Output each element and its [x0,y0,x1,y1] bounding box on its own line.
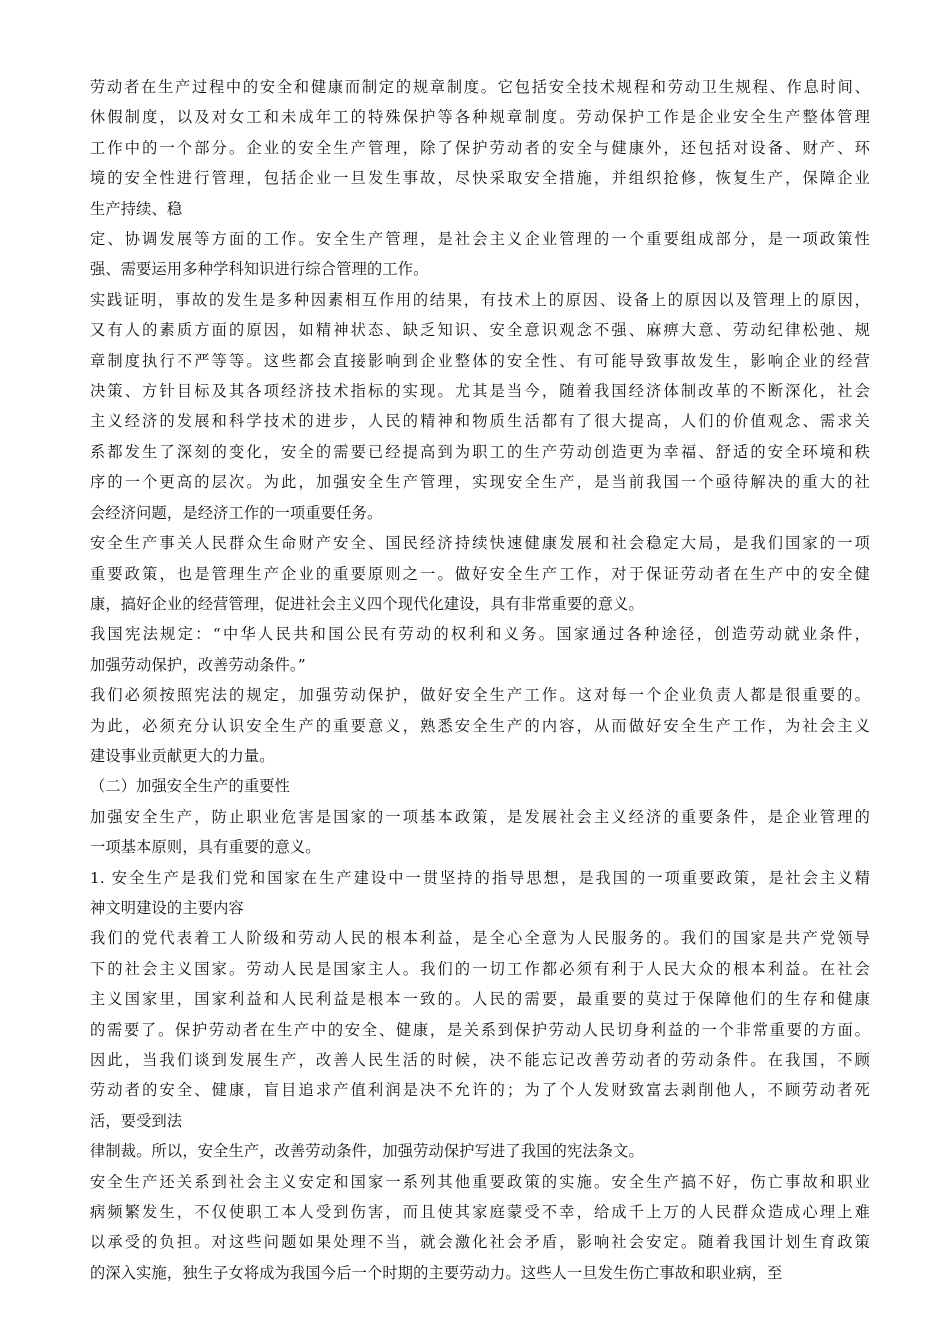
text-line: 律制裁。所以，安全生产，改善劳动条件，加强劳动保护写进了我国的宪法条文。 [90,1142,644,1161]
text-line: 为此，必须充分认识安全生产的重要意义，熟悉安全生产的内容，从而做好安全生产工作，为社会主义 [90,716,870,735]
text-line: 一项基本原则，具有重要的意义。 [90,838,321,857]
text-line: 神文明建设的主要内容 [90,898,244,917]
text-line: 以承受的负担。对这些问题如果处理不当，就会激化社会矛盾，影响社会安定。随着我国计划生育政策 [90,1233,870,1252]
text-line: 1. 安全生产是我们党和国家在生产建设中一贯坚持的指导思想，是我国的一项重要政策，是社会主义精 [90,868,870,887]
text-line: 加强安全生产，防止职业危害是国家的一项基本政策，是发展社会主义经济的重要条件，是企业管理的 [90,807,870,826]
text-line: 建设事业贡献更大的力量。 [90,746,275,765]
text-line: 加强劳动保护，改善劳动条件。” [90,655,306,674]
paragraph [90,72,870,224]
text-line: （二）加强安全生产的重要性 [90,777,291,796]
text-line: 康，搞好企业的经营管理，促进社会主义四个现代化建设，具有非常重要的意义。 [90,594,644,613]
text-line: 实践证明，事故的发生是多种因素相互作用的结果，有技术上的原因、设备上的原因以及管理上的原因， [90,290,870,309]
text-line: 安全生产还关系到社会主义安定和国家一系列其他重要政策的实施。安全生产搞不好，伤亡事故和职业 [90,1172,870,1191]
text-line: 又有人的素质方面的原因，如精神状态、缺乏知识、安全意识观念不强、麻痹大意、劳动纪律松弛、规 [90,321,870,340]
text-line: 重要政策，也是管理生产企业的重要原则之一。做好安全生产工作，对于保证劳动者在生产中的安全健 [90,564,870,583]
text-line: 主义经济的发展和科学技术的进步，人民的精神和物质生活都有了很大提高，人们的价值观念、需求关 [90,412,870,431]
text-line: 主义国家里，国家利益和人民利益是根本一致的。人民的需要，最重要的莫过于保障他们的生存和健康 [90,990,870,1009]
paragraph [90,923,870,1136]
text-line: 决策、方针目标及其各项经济技术指标的实现。尤其是当今，随着我国经济体制改革的不断深化，社会 [90,382,870,401]
paragraph [90,619,870,680]
text-line: 我们必须按照宪法的规定，加强劳动保护，做好安全生产工作。这对每一个企业负责人都是很重要的。 [90,686,870,705]
text-line: 活，要受到法 [90,1111,183,1130]
paragraph [90,863,870,924]
text-line: 定、协调发展等方面的工作。安全生产管理，是社会主义企业管理的一个重要组成部分，是一项政策性 [90,230,870,249]
text-line: 强、需要运用多种学科知识进行综合管理的工作。 [90,260,429,279]
paragraph [90,680,870,771]
text-line: 境的安全性进行管理，包括企业一旦发生事故，尽快采取安全措施，并组织抢修，恢复生产，保障企业 [90,169,870,188]
document-page [90,72,870,1288]
text-line: 系都发生了深刻的变化，安全的需要已经提高到为职工的生产劳动创造更为幸福、舒适的安全环境和秩 [90,442,870,461]
paragraph [90,1136,870,1166]
paragraph [90,771,870,801]
text-line: 下的社会主义国家。劳动人民是国家主人。我们的一切工作都必须有利于人民大众的根本利益。在社会 [90,959,870,978]
text-line: 会经济问题，是经济工作的一项重要任务。 [90,503,383,522]
paragraph [90,285,870,528]
paragraph [90,802,870,863]
text-line: 序的一个更高的层次。为此，加强安全生产管理，实现安全生产，是当前我国一个亟待解决的重大的社 [90,473,870,492]
text-line: 休假制度，以及对女工和未成年工的特殊保护等各种规章制度。劳动保护工作是企业安全生产整体管理 [90,108,870,127]
text-line: 病频繁发生，不仅使职工本人受到伤害，而且使其家庭蒙受不幸，给成千上万的人民群众造成心理上难 [90,1203,870,1222]
text-line: 我们的党代表着工人阶级和劳动人民的根本利益，是全心全意为人民服务的。我们的国家是共产党领导 [90,929,870,948]
paragraph [90,224,870,285]
text-line: 工作中的一个部分。企业的安全生产管理，除了保护劳动者的安全与健康外，还包括对设备、财产、环 [90,138,870,157]
text-line: 因此，当我们谈到发展生产，改善人民生活的时候，决不能忘记改善劳动者的劳动条件。在我国，不顾 [90,1051,870,1069]
text-line: 我国宪法规定：“中华人民共和国公民有劳动的权利和义务。国家通过各种途径，创造劳动就业条件， [90,625,870,644]
text-line: 的深入实施，独生子女将成为我国今后一个时期的主要劳动力。这些人一旦发生伤亡事故和职业病，至 [90,1263,783,1282]
text-line: 的需要了。保护劳动者在生产中的安全、健康，是关系到保护劳动人民切身利益的一个非常重要的方面。 [90,1020,870,1039]
text-line: 章制度执行不严等等。这些都会直接影响到企业整体的安全性、有可能导致事故发生，影响企业的经营 [90,351,870,370]
paragraph [90,528,870,619]
text-line: 劳动者的安全、健康，盲目追求产值利润是决不允许的；为了个人发财致富去剥削他人，不顾劳动者死 [90,1081,870,1100]
paragraph [90,1167,870,1289]
text-line: 劳动者在生产过程中的安全和健康而制定的规章制度。它包括安全技术规程和劳动卫生规程、作息时间、 [90,78,870,96]
text-line: 生产持续、稳 [90,199,183,218]
text-line: 安全生产事关人民群众生命财产安全、国民经济持续快速健康发展和社会稳定大局，是我们国家的一项 [90,534,870,553]
